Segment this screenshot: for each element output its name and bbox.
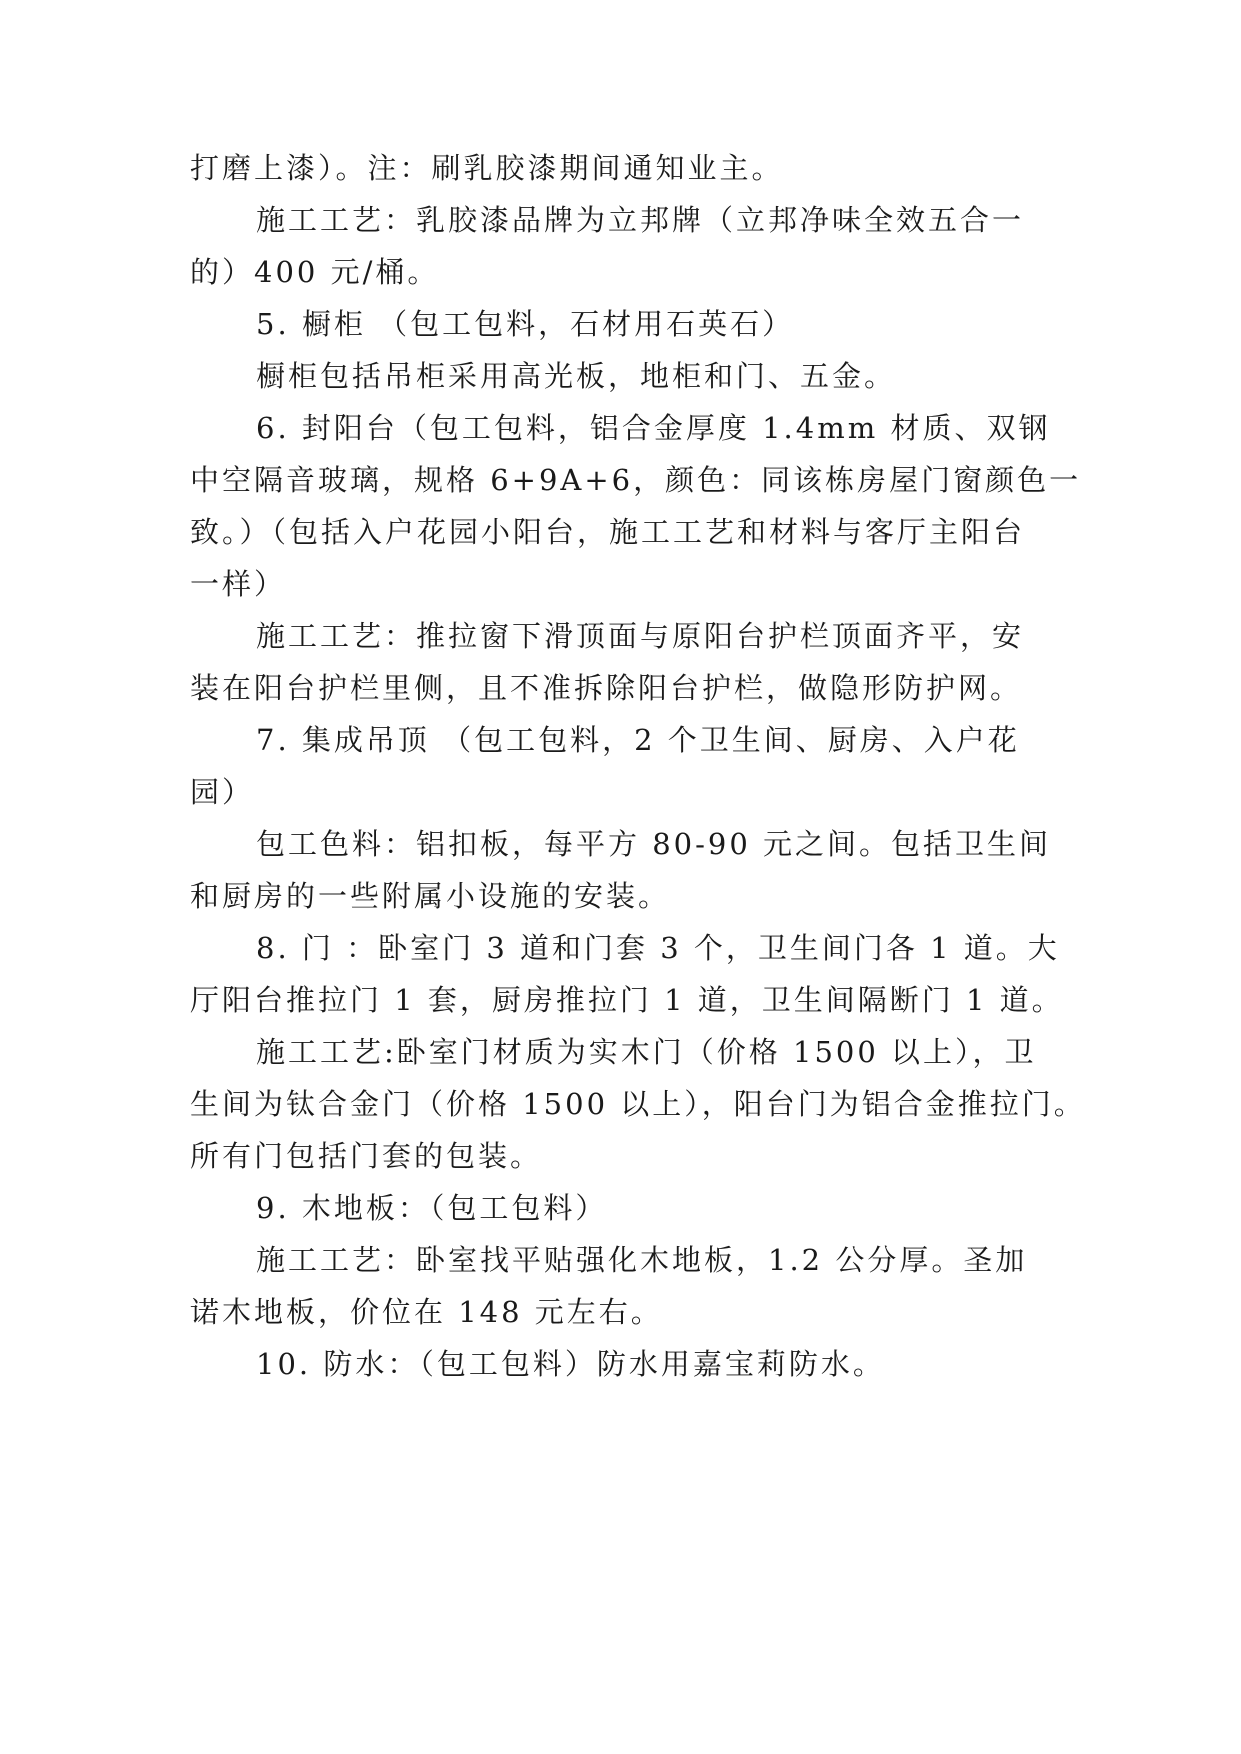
text-line: 包工色料：铝扣板，每平方 80-90 元之间。包括卫生间 [256, 827, 1052, 861]
text-line: 施工工艺：推拉窗下滑顶面与原阳台护栏顶面齐平，安 [256, 619, 1025, 653]
text-line: 生间为钛合金门（价格 1500 以上），阳台门为铝合金推拉门。 [190, 1087, 1086, 1121]
section-heading: 8. 门 ：卧室门 3 道和门套 3 个，卫生间门各 1 道。大 [256, 931, 1060, 965]
section-heading: 5. 橱柜 （包工包料，石材用石英石） [256, 307, 795, 341]
text-line: 厅阳台推拉门 1 套，厨房推拉门 1 道，卫生间隔断门 1 道。 [190, 983, 1064, 1017]
section-heading: 9. 木地板：（包工包料） [256, 1191, 608, 1225]
text-line: 园） [190, 775, 255, 809]
text-line: 装在阳台护栏里侧，且不准拆除阳台护栏，做隐形防护网。 [190, 671, 1023, 705]
text-line: 中空隔音玻璃，规格 6+9A+6，颜色：同该栋房屋门窗颜色一 [190, 463, 1082, 497]
section-heading: 7. 集成吊顶 （包工包料，2 个卫生间、厨房、入户花 [256, 723, 1020, 757]
section-heading: 10. 防水：（包工包料）防水用嘉宝莉防水。 [256, 1347, 885, 1381]
section-heading: 6. 封阳台（包工包料，铝合金厚度 1.4mm 材质、双钢 [256, 411, 1051, 445]
text-line: 致。）（包括入户花园小阳台，施工工艺和材料与客厅主阳台 [190, 515, 1026, 549]
text-line: 橱柜包括吊柜采用高光板，地柜和门、五金。 [256, 359, 897, 393]
text-line: 施工工艺：卧室找平贴强化木地板，1.2 公分厚。圣加 [256, 1243, 1028, 1277]
text-line: 施工工艺:卧室门材质为实木门（价格 1500 以上），卫 [256, 1035, 1037, 1069]
text-line: 一样） [190, 567, 287, 601]
text-line: 诺木地板，价位在 148 元左右。 [190, 1295, 663, 1329]
text-line: 施工工艺：乳胶漆品牌为立邦牌（立邦净味全效五合一 [256, 203, 1025, 237]
text-line: 和厨房的一些附属小设施的安装。 [190, 879, 671, 913]
text-line: 所有门包括门套的包装。 [190, 1139, 543, 1173]
text-line: 打磨上漆）。注：刷乳胶漆期间通知业主。 [190, 151, 784, 185]
text-line: 的）400 元/桶。 [190, 255, 440, 289]
